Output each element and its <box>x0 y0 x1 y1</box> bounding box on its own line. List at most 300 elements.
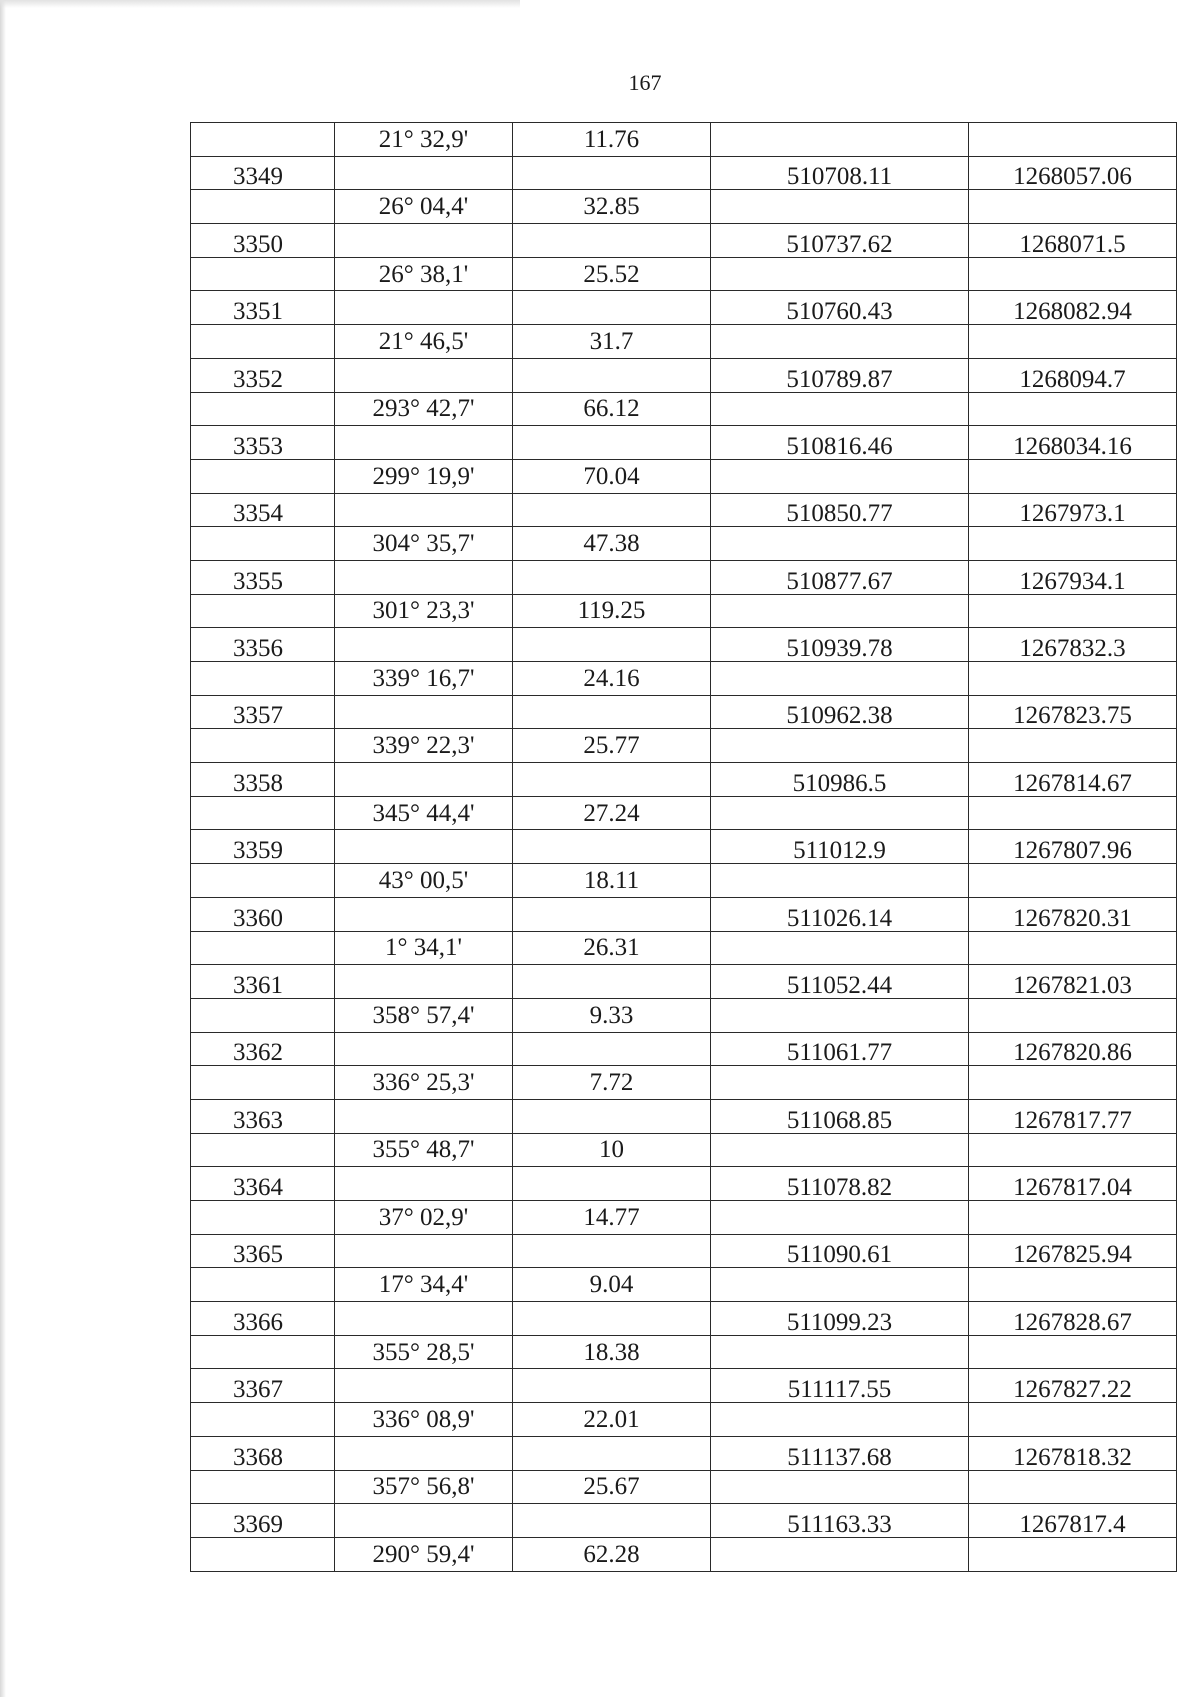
y-coordinate-value: 1267817.77 <box>1013 1106 1132 1134</box>
direction-angle-cell <box>335 325 513 359</box>
direction-angle-cell <box>335 763 513 797</box>
direction-angle-cell <box>335 1537 513 1571</box>
point-number-cell <box>191 1537 335 1571</box>
distance-value: 24.16 <box>583 664 640 692</box>
point-number-value: 3362 <box>233 1039 283 1066</box>
point-row <box>191 493 1177 527</box>
x-coordinate-cell <box>711 224 969 258</box>
direction-angle-cell <box>335 897 513 931</box>
y-coordinate-cell <box>969 1504 1177 1538</box>
distance-cell <box>513 830 711 864</box>
x-coordinate-cell <box>711 763 969 797</box>
distance-value: 62.28 <box>583 1540 640 1568</box>
x-coordinate-cell <box>711 493 969 527</box>
y-coordinate-cell <box>969 1436 1177 1470</box>
point-number-cell <box>191 998 335 1032</box>
distance-value: 26.31 <box>583 934 640 962</box>
distance-cell <box>513 257 711 291</box>
point-number-cell <box>191 123 335 157</box>
point-number-value: 3349 <box>233 163 283 190</box>
direction-angle-cell <box>335 628 513 662</box>
distance-cell <box>513 1537 711 1571</box>
x-coordinate-cell <box>711 190 969 224</box>
distance-value: 31.7 <box>589 327 634 355</box>
x-coordinate-cell <box>711 1234 969 1268</box>
y-coordinate-cell <box>969 224 1177 258</box>
direction-angle-cell <box>335 1133 513 1167</box>
direction-angle-value: 26° 04,4' <box>378 193 469 221</box>
direction-angle-cell <box>335 1335 513 1369</box>
point-number-cell <box>191 190 335 224</box>
distance-cell <box>513 1369 711 1403</box>
y-coordinate-value: 1267934.1 <box>1019 567 1126 595</box>
x-coordinate-value: 511012.9 <box>793 837 886 864</box>
x-coordinate-cell <box>711 1133 969 1167</box>
y-coordinate-cell <box>969 864 1177 898</box>
y-coordinate-value: 1268082.94 <box>1013 298 1132 325</box>
distance-cell <box>513 965 711 999</box>
point-number-cell <box>191 1167 335 1201</box>
point-row <box>191 897 1177 931</box>
direction-angle-cell <box>335 426 513 460</box>
point-number-value: 3354 <box>233 500 283 527</box>
distance-cell <box>513 1268 711 1302</box>
segment-row <box>191 796 1177 830</box>
x-coordinate-cell <box>711 156 969 190</box>
direction-angle-value: 336° 08,9' <box>372 1405 475 1433</box>
direction-angle-cell <box>335 1302 513 1336</box>
direction-angle-value: 355° 28,5' <box>372 1338 475 1366</box>
distance-cell <box>513 662 711 696</box>
point-number-cell <box>191 965 335 999</box>
distance-value: 119.25 <box>577 597 646 625</box>
x-coordinate-cell <box>711 729 969 763</box>
point-number-value: 3355 <box>233 567 283 595</box>
point-number-cell <box>191 796 335 830</box>
y-coordinate-value: 1267823.75 <box>1013 702 1132 729</box>
distance-cell <box>513 1403 711 1437</box>
direction-angle-value: 345° 44,4' <box>372 799 475 827</box>
x-coordinate-value: 510816.46 <box>786 432 893 460</box>
x-coordinate-cell <box>711 257 969 291</box>
segment-row <box>191 931 1177 965</box>
direction-angle-cell <box>335 392 513 426</box>
x-coordinate-cell <box>711 1167 969 1201</box>
direction-angle-cell <box>335 1504 513 1538</box>
x-coordinate-value: 511137.68 <box>787 1443 892 1470</box>
y-coordinate-value: 1267817.4 <box>1019 1510 1126 1538</box>
direction-angle-cell <box>335 695 513 729</box>
scan-shadow-left <box>0 0 6 1697</box>
x-coordinate-cell <box>711 931 969 965</box>
distance-value: 18.38 <box>583 1338 640 1366</box>
y-coordinate-cell <box>969 123 1177 157</box>
point-number-cell <box>191 1504 335 1538</box>
point-number-cell <box>191 1234 335 1268</box>
point-number-cell <box>191 560 335 594</box>
point-number-value: 3364 <box>233 1174 283 1201</box>
coordinates-table-body <box>191 123 1177 1572</box>
x-coordinate-cell <box>711 965 969 999</box>
x-coordinate-cell <box>711 527 969 561</box>
direction-angle-cell <box>335 527 513 561</box>
x-coordinate-cell <box>711 1302 969 1336</box>
distance-cell <box>513 156 711 190</box>
point-number-cell <box>191 830 335 864</box>
y-coordinate-value: 1267825.94 <box>1013 1241 1132 1268</box>
direction-angle-cell <box>335 190 513 224</box>
point-number-cell <box>191 1268 335 1302</box>
distance-value: 11.76 <box>583 125 640 153</box>
distance-cell <box>513 628 711 662</box>
y-coordinate-cell <box>969 493 1177 527</box>
segment-row <box>191 190 1177 224</box>
distance-cell <box>513 1504 711 1538</box>
direction-angle-value: 304° 35,7' <box>372 530 475 558</box>
direction-angle-cell <box>335 1066 513 1100</box>
y-coordinate-cell <box>969 594 1177 628</box>
y-coordinate-value: 1267818.32 <box>1013 1443 1132 1470</box>
y-coordinate-value: 1267820.86 <box>1013 1039 1132 1066</box>
direction-angle-value: 301° 23,3' <box>372 597 475 625</box>
point-number-cell <box>191 291 335 325</box>
distance-cell <box>513 358 711 392</box>
x-coordinate-value: 511061.77 <box>786 1039 893 1066</box>
point-row <box>191 1436 1177 1470</box>
point-number-value: 3359 <box>233 837 283 864</box>
point-row <box>191 1167 1177 1201</box>
direction-angle-cell <box>335 965 513 999</box>
direction-angle-value: 339° 22,3' <box>372 732 475 760</box>
x-coordinate-cell <box>711 1032 969 1066</box>
y-coordinate-cell <box>969 1403 1177 1437</box>
segment-row <box>191 998 1177 1032</box>
y-coordinate-cell <box>969 965 1177 999</box>
direction-angle-cell <box>335 1167 513 1201</box>
direction-angle-cell <box>335 1032 513 1066</box>
point-number-cell <box>191 1335 335 1369</box>
y-coordinate-cell <box>969 257 1177 291</box>
point-number-cell <box>191 729 335 763</box>
point-row <box>191 1032 1177 1066</box>
distance-cell <box>513 796 711 830</box>
direction-angle-cell <box>335 459 513 493</box>
x-coordinate-cell <box>711 291 969 325</box>
point-number-cell <box>191 325 335 359</box>
y-coordinate-cell <box>969 830 1177 864</box>
x-coordinate-cell <box>711 1066 969 1100</box>
x-coordinate-value: 510877.67 <box>786 567 893 595</box>
point-number-cell <box>191 426 335 460</box>
direction-angle-value: 290° 59,4' <box>372 1540 475 1568</box>
point-number-cell <box>191 931 335 965</box>
y-coordinate-cell <box>969 1032 1177 1066</box>
distance-cell <box>513 224 711 258</box>
point-row <box>191 1369 1177 1403</box>
point-row <box>191 291 1177 325</box>
direction-angle-value: 293° 42,7' <box>372 395 475 423</box>
x-coordinate-value: 510789.87 <box>786 365 893 392</box>
direction-angle-cell <box>335 1099 513 1133</box>
distance-value: 25.77 <box>583 732 640 760</box>
y-coordinate-cell <box>969 156 1177 190</box>
y-coordinate-cell <box>969 628 1177 662</box>
distance-value: 25.52 <box>583 260 640 288</box>
point-number-cell <box>191 1369 335 1403</box>
point-number-value: 3356 <box>233 635 283 662</box>
coordinates-table <box>190 122 1177 1572</box>
x-coordinate-cell <box>711 325 969 359</box>
y-coordinate-cell <box>969 1066 1177 1100</box>
point-number-value: 3363 <box>233 1106 283 1134</box>
distance-value: 70.04 <box>583 462 640 490</box>
point-number-cell <box>191 1403 335 1437</box>
y-coordinate-cell <box>969 527 1177 561</box>
distance-cell <box>513 560 711 594</box>
y-coordinate-value: 1268094.7 <box>1019 365 1126 392</box>
y-coordinate-cell <box>969 1099 1177 1133</box>
y-coordinate-cell <box>969 763 1177 797</box>
segment-row <box>191 594 1177 628</box>
point-number-value: 3351 <box>233 298 283 325</box>
distance-cell <box>513 1436 711 1470</box>
x-coordinate-value: 510708.11 <box>786 163 893 190</box>
point-number-value: 3369 <box>233 1510 283 1538</box>
y-coordinate-cell <box>969 1234 1177 1268</box>
direction-angle-cell <box>335 156 513 190</box>
x-coordinate-cell <box>711 1403 969 1437</box>
y-coordinate-cell <box>969 998 1177 1032</box>
x-coordinate-value: 510850.77 <box>786 500 893 527</box>
y-coordinate-cell <box>969 1167 1177 1201</box>
point-number-cell <box>191 864 335 898</box>
segment-row <box>191 1470 1177 1504</box>
point-number-value: 3367 <box>233 1376 283 1403</box>
x-coordinate-cell <box>711 1436 969 1470</box>
point-number-cell <box>191 1436 335 1470</box>
y-coordinate-value: 1268071.5 <box>1019 230 1126 258</box>
x-coordinate-value: 511026.14 <box>786 904 893 931</box>
point-number-cell <box>191 695 335 729</box>
direction-angle-value: 21° 32,9' <box>378 125 469 153</box>
y-coordinate-cell <box>969 1369 1177 1403</box>
x-coordinate-cell <box>711 594 969 628</box>
direction-angle-value: 37° 02,9' <box>378 1203 469 1231</box>
page-number: 167 <box>628 70 662 95</box>
distance-cell <box>513 864 711 898</box>
direction-angle-value: 26° 38,1' <box>378 260 469 288</box>
y-coordinate-cell <box>969 1302 1177 1336</box>
y-coordinate-cell <box>969 358 1177 392</box>
point-row <box>191 560 1177 594</box>
x-coordinate-cell <box>711 1369 969 1403</box>
distance-value: 22.01 <box>583 1405 640 1433</box>
distance-cell <box>513 1032 711 1066</box>
point-number-cell <box>191 897 335 931</box>
point-row <box>191 358 1177 392</box>
y-coordinate-cell <box>969 291 1177 325</box>
point-number-cell <box>191 156 335 190</box>
distance-cell <box>513 931 711 965</box>
point-number-cell <box>191 257 335 291</box>
y-coordinate-value: 1267821.03 <box>1013 971 1132 999</box>
point-row <box>191 224 1177 258</box>
direction-angle-cell <box>335 123 513 157</box>
direction-angle-cell <box>335 931 513 965</box>
x-coordinate-cell <box>711 459 969 493</box>
distance-cell <box>513 1066 711 1100</box>
distance-cell <box>513 1302 711 1336</box>
y-coordinate-cell <box>969 560 1177 594</box>
y-coordinate-value: 1267814.67 <box>1013 769 1132 797</box>
y-coordinate-value: 1267807.96 <box>1013 837 1132 864</box>
point-number-value: 3368 <box>233 1443 283 1470</box>
direction-angle-value: 299° 19,9' <box>372 462 475 490</box>
distance-cell <box>513 1099 711 1133</box>
direction-angle-cell <box>335 291 513 325</box>
x-coordinate-cell <box>711 628 969 662</box>
point-number-cell <box>191 1133 335 1167</box>
segment-row <box>191 392 1177 426</box>
y-coordinate-cell <box>969 1133 1177 1167</box>
y-coordinate-cell <box>969 662 1177 696</box>
x-coordinate-cell <box>711 830 969 864</box>
y-coordinate-cell <box>969 729 1177 763</box>
point-number-cell <box>191 1032 335 1066</box>
x-coordinate-cell <box>711 560 969 594</box>
distance-value: 9.04 <box>589 1271 634 1299</box>
direction-angle-cell <box>335 864 513 898</box>
distance-value: 10 <box>599 1136 624 1164</box>
distance-cell <box>513 459 711 493</box>
point-row <box>191 426 1177 460</box>
segment-row <box>191 1133 1177 1167</box>
point-row <box>191 695 1177 729</box>
distance-value: 18.11 <box>583 866 640 894</box>
direction-angle-value: 339° 16,7' <box>372 664 475 692</box>
distance-value: 14.77 <box>583 1203 640 1231</box>
x-coordinate-cell <box>711 1504 969 1538</box>
scan-shadow-top <box>0 0 520 8</box>
direction-angle-value: 43° 00,5' <box>378 866 469 894</box>
point-number-cell <box>191 459 335 493</box>
y-coordinate-cell <box>969 931 1177 965</box>
segment-row <box>191 527 1177 561</box>
point-row <box>191 1302 1177 1336</box>
distance-cell <box>513 392 711 426</box>
point-row <box>191 763 1177 797</box>
distance-cell <box>513 1201 711 1235</box>
segment-row <box>191 1268 1177 1302</box>
direction-angle-cell <box>335 830 513 864</box>
direction-angle-cell <box>335 1470 513 1504</box>
y-coordinate-value: 1268057.06 <box>1013 163 1132 190</box>
x-coordinate-cell <box>711 123 969 157</box>
segment-row <box>191 123 1177 157</box>
distance-cell <box>513 190 711 224</box>
x-coordinate-value: 511099.23 <box>786 1308 893 1336</box>
point-number-cell <box>191 224 335 258</box>
direction-angle-cell <box>335 1369 513 1403</box>
point-number-value: 3365 <box>233 1241 283 1268</box>
direction-angle-value: 1° 34,1' <box>384 934 462 962</box>
x-coordinate-cell <box>711 1470 969 1504</box>
distance-cell <box>513 897 711 931</box>
x-coordinate-cell <box>711 695 969 729</box>
y-coordinate-cell <box>969 1537 1177 1571</box>
point-number-cell <box>191 392 335 426</box>
distance-value: 25.67 <box>583 1473 640 1501</box>
y-coordinate-cell <box>969 695 1177 729</box>
direction-angle-cell <box>335 1436 513 1470</box>
x-coordinate-cell <box>711 358 969 392</box>
y-coordinate-value: 1267827.22 <box>1013 1376 1132 1403</box>
direction-angle-value: 358° 57,4' <box>372 1001 475 1029</box>
point-number-cell <box>191 1201 335 1235</box>
distance-value: 32.85 <box>583 193 640 221</box>
y-coordinate-cell <box>969 897 1177 931</box>
x-coordinate-value: 511052.44 <box>786 971 893 999</box>
point-number-cell <box>191 1470 335 1504</box>
distance-cell <box>513 1167 711 1201</box>
point-number-cell <box>191 1066 335 1100</box>
distance-value: 66.12 <box>583 395 640 423</box>
point-number-cell <box>191 628 335 662</box>
y-coordinate-cell <box>969 1470 1177 1504</box>
y-coordinate-value: 1267973.1 <box>1019 500 1126 527</box>
distance-cell <box>513 493 711 527</box>
direction-angle-value: 17° 34,4' <box>378 1271 469 1299</box>
point-row <box>191 830 1177 864</box>
distance-cell <box>513 1133 711 1167</box>
point-number-value: 3366 <box>233 1308 283 1336</box>
point-number-cell <box>191 1099 335 1133</box>
x-coordinate-value: 510760.43 <box>786 298 893 325</box>
direction-angle-value: 336° 25,3' <box>372 1069 475 1097</box>
distance-value: 27.24 <box>583 799 640 827</box>
direction-angle-cell <box>335 493 513 527</box>
distance-cell <box>513 325 711 359</box>
y-coordinate-cell <box>969 1268 1177 1302</box>
y-coordinate-cell <box>969 190 1177 224</box>
direction-angle-cell <box>335 358 513 392</box>
segment-row <box>191 729 1177 763</box>
y-coordinate-cell <box>969 1335 1177 1369</box>
x-coordinate-cell <box>711 1099 969 1133</box>
distance-cell <box>513 729 711 763</box>
distance-cell <box>513 123 711 157</box>
x-coordinate-cell <box>711 1537 969 1571</box>
point-number-cell <box>191 493 335 527</box>
direction-angle-cell <box>335 729 513 763</box>
x-coordinate-cell <box>711 1201 969 1235</box>
y-coordinate-cell <box>969 796 1177 830</box>
x-coordinate-value: 510939.78 <box>786 635 893 662</box>
y-coordinate-cell <box>969 426 1177 460</box>
point-number-value: 3357 <box>233 702 283 729</box>
distance-value: 9.33 <box>589 1001 634 1029</box>
point-number-value: 3358 <box>233 769 283 797</box>
x-coordinate-value: 511068.85 <box>786 1106 893 1134</box>
distance-cell <box>513 1335 711 1369</box>
segment-row <box>191 662 1177 696</box>
y-coordinate-cell <box>969 459 1177 493</box>
point-number-value: 3360 <box>233 904 283 931</box>
x-coordinate-cell <box>711 796 969 830</box>
y-coordinate-value: 1267820.31 <box>1013 904 1132 931</box>
x-coordinate-cell <box>711 864 969 898</box>
direction-angle-cell <box>335 560 513 594</box>
